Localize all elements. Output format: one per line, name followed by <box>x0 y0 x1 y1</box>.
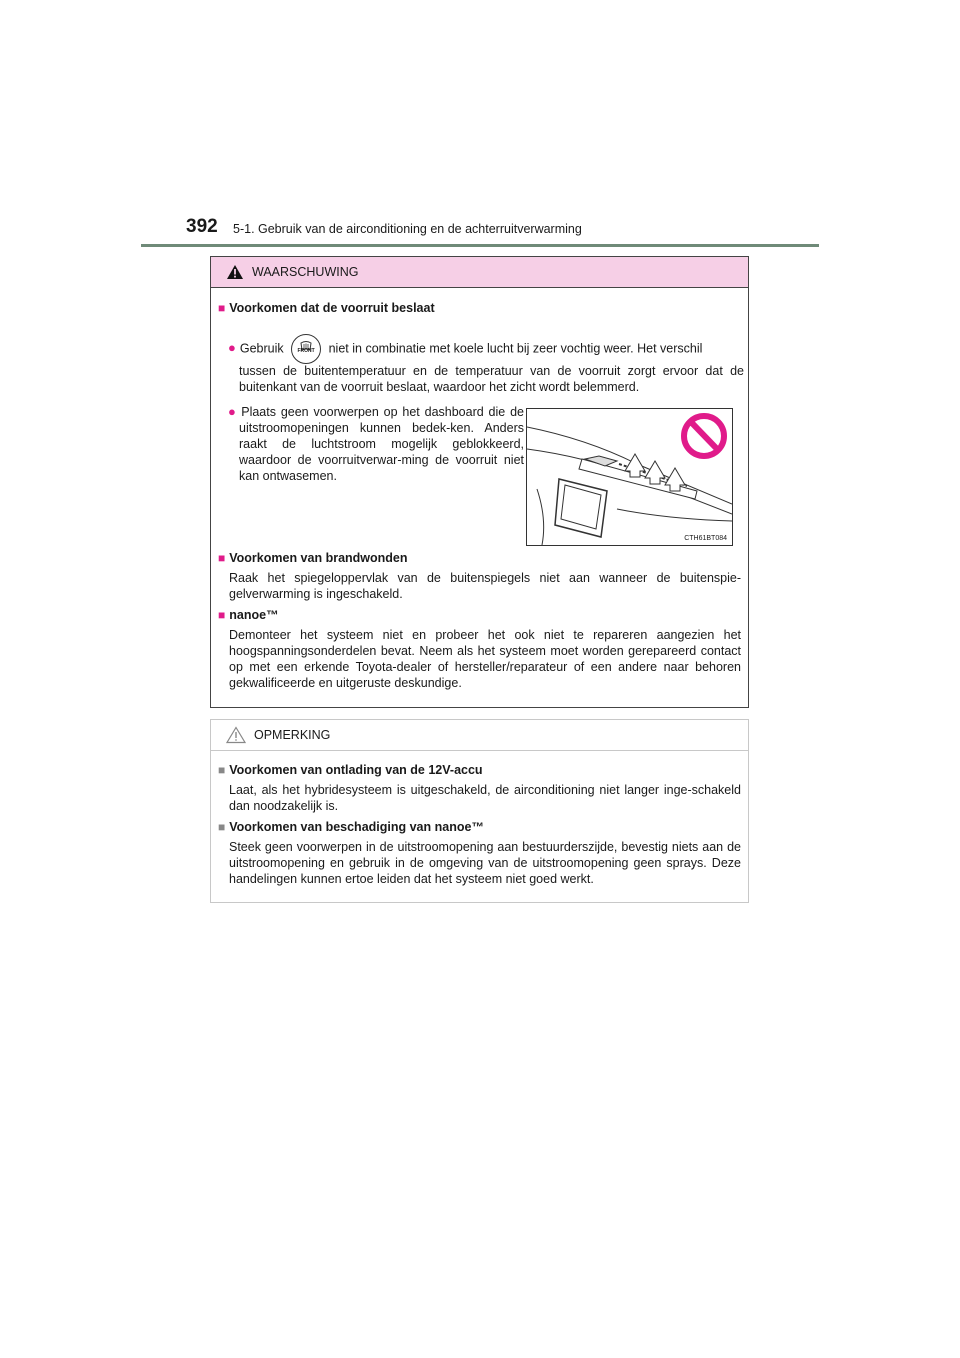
warning-triangle-icon <box>226 264 244 280</box>
square-bullet-icon: ■ <box>218 763 226 777</box>
square-bullet-icon: ■ <box>218 301 226 315</box>
front-defroster-button-icon: FRONT <box>291 334 321 364</box>
bullet-dot-icon: ● <box>228 404 238 419</box>
paragraph: Steek geen voorwerpen in de uitstroomopening aan bestuurderszijde, bevestig niets aan de uitstroomopening en gebruik in de omgeving van de uitstroomopening geen sprays. Deze handelingen kunnen ertoe leiden dat het systeem niet goed werkt. <box>229 840 741 886</box>
square-bullet-icon: ■ <box>218 820 226 834</box>
header-rule <box>141 244 819 247</box>
paragraph: Laat, als het hybridesysteem is uitgeschakeld, de airconditioning niet langer inge-schakeld dan noodzakelijk is. <box>229 783 741 813</box>
square-bullet-icon: ■ <box>218 608 226 622</box>
warning-header <box>211 257 748 288</box>
paragraph: Demonteer het systeem niet en probeer het ook niet te repareren aangezien het hoogspanningsonderdelen bevat. Neem als het systeem moet worden gerepareerd contact op met een erkende Toyota-dealer of hersteller/reparateur of een andere naar behoren gekwalificeerde en uitgeruste deskundige. <box>229 628 741 690</box>
warning-section-heading: ■ Voorkomen dat de voorruit beslaat <box>218 301 435 315</box>
notice-title: OPMERKING <box>254 728 331 742</box>
notice-section-heading: ■ Voorkomen van ontlading van de 12V-accu <box>218 763 483 777</box>
caution-triangle-icon <box>226 726 246 744</box>
warning-box <box>210 256 749 708</box>
section-title: 5-1. Gebruik van de airconditioning en de achterruitverwarming <box>233 222 582 236</box>
bullet-text: tussen de buitentemperatuur en de temperatuur van de voorruit zorgt ervoor dat de buitenkant van de voorruit beslaat, waardoor het zicht wordt belemmerd. <box>239 364 744 394</box>
notice-header <box>211 720 748 751</box>
bullet-dot-icon: ● <box>228 340 236 356</box>
dashboard-illustration <box>526 408 733 546</box>
bullet-text: ● Plaats geen voorwerpen op het dashboard die de uitstroomopeningen kunnen bedek-ken. Anders raakt de luchtstroom mogelijk geblokkeerd, waardoor de voorruitverwar-ming de voorruit niet kan ontwasemen. <box>228 404 524 483</box>
bullet-line: ● Gebruik FRONT niet in combinatie met koele lucht bij zeer vochtig weer. Het verschil <box>228 334 744 364</box>
paragraph: Raak het spiegeloppervlak van de buitenspiegels niet aan wanneer de buitenspie-gelverwarming is ingeschakeld. <box>229 571 741 601</box>
figure-code: CTH61BT084 <box>684 535 727 542</box>
warning-section-heading: ■ nanoe™ <box>218 608 279 622</box>
notice-section-heading: ■ Voorkomen van beschadiging van nanoe™ <box>218 820 484 834</box>
page-number: 392 <box>186 216 218 237</box>
warning-section-heading: ■ Voorkomen van brandwonden <box>218 551 408 565</box>
notice-box <box>210 719 749 903</box>
warning-title: WAARSCHUWING <box>252 265 359 279</box>
square-bullet-icon: ■ <box>218 551 226 565</box>
